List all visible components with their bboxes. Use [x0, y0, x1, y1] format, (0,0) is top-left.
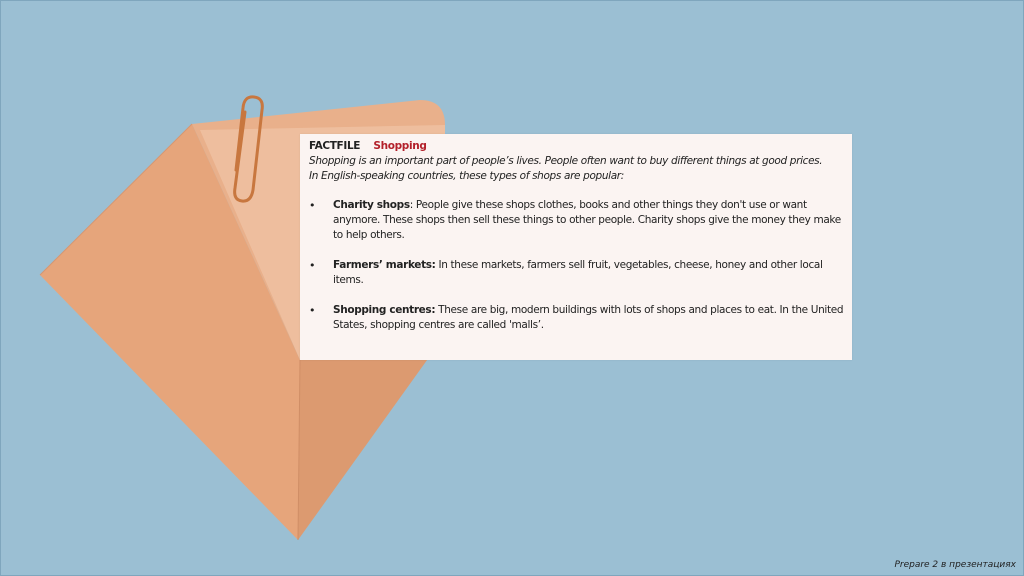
- list-item: [309, 198, 844, 243]
- factfile-card: [300, 134, 852, 360]
- factfile-label: FACTFILE: [309, 140, 361, 152]
- list-item: [309, 258, 844, 288]
- item-text: In these markets, farmers sell fruit, vegetables, cheese, honey and other local items.: [333, 259, 823, 286]
- factfile-heading: [309, 139, 844, 154]
- factfile-intro: [309, 154, 844, 184]
- list-item: [309, 303, 844, 333]
- intro-line-2: In English-speaking countries, these types of shops are popular:: [309, 170, 624, 182]
- item-text: People give these shops clothes, books and other things they don't use or want anymore. These shops then sell these things to other people. Charity shops give the money they make to help others.: [333, 199, 841, 241]
- shop-types-list: [309, 198, 844, 333]
- item-term: Farmers’ markets:: [333, 259, 436, 271]
- item-text: These are big, modern buildings with lots of shops and places to eat. In the United States, shopping centres are called 'malls’.: [333, 304, 844, 331]
- factfile-topic: Shopping: [373, 140, 427, 152]
- intro-line-1: Shopping is an important part of people’s lives. People often want to buy different things at good prices.: [309, 155, 823, 167]
- footer-caption: Prepare 2 в презентациях: [894, 560, 1016, 570]
- item-term: Shopping centres:: [333, 304, 436, 316]
- item-term: Charity shops: [333, 199, 410, 211]
- envelope-bottom-fold: [298, 335, 445, 540]
- item-separator: :: [409, 199, 413, 211]
